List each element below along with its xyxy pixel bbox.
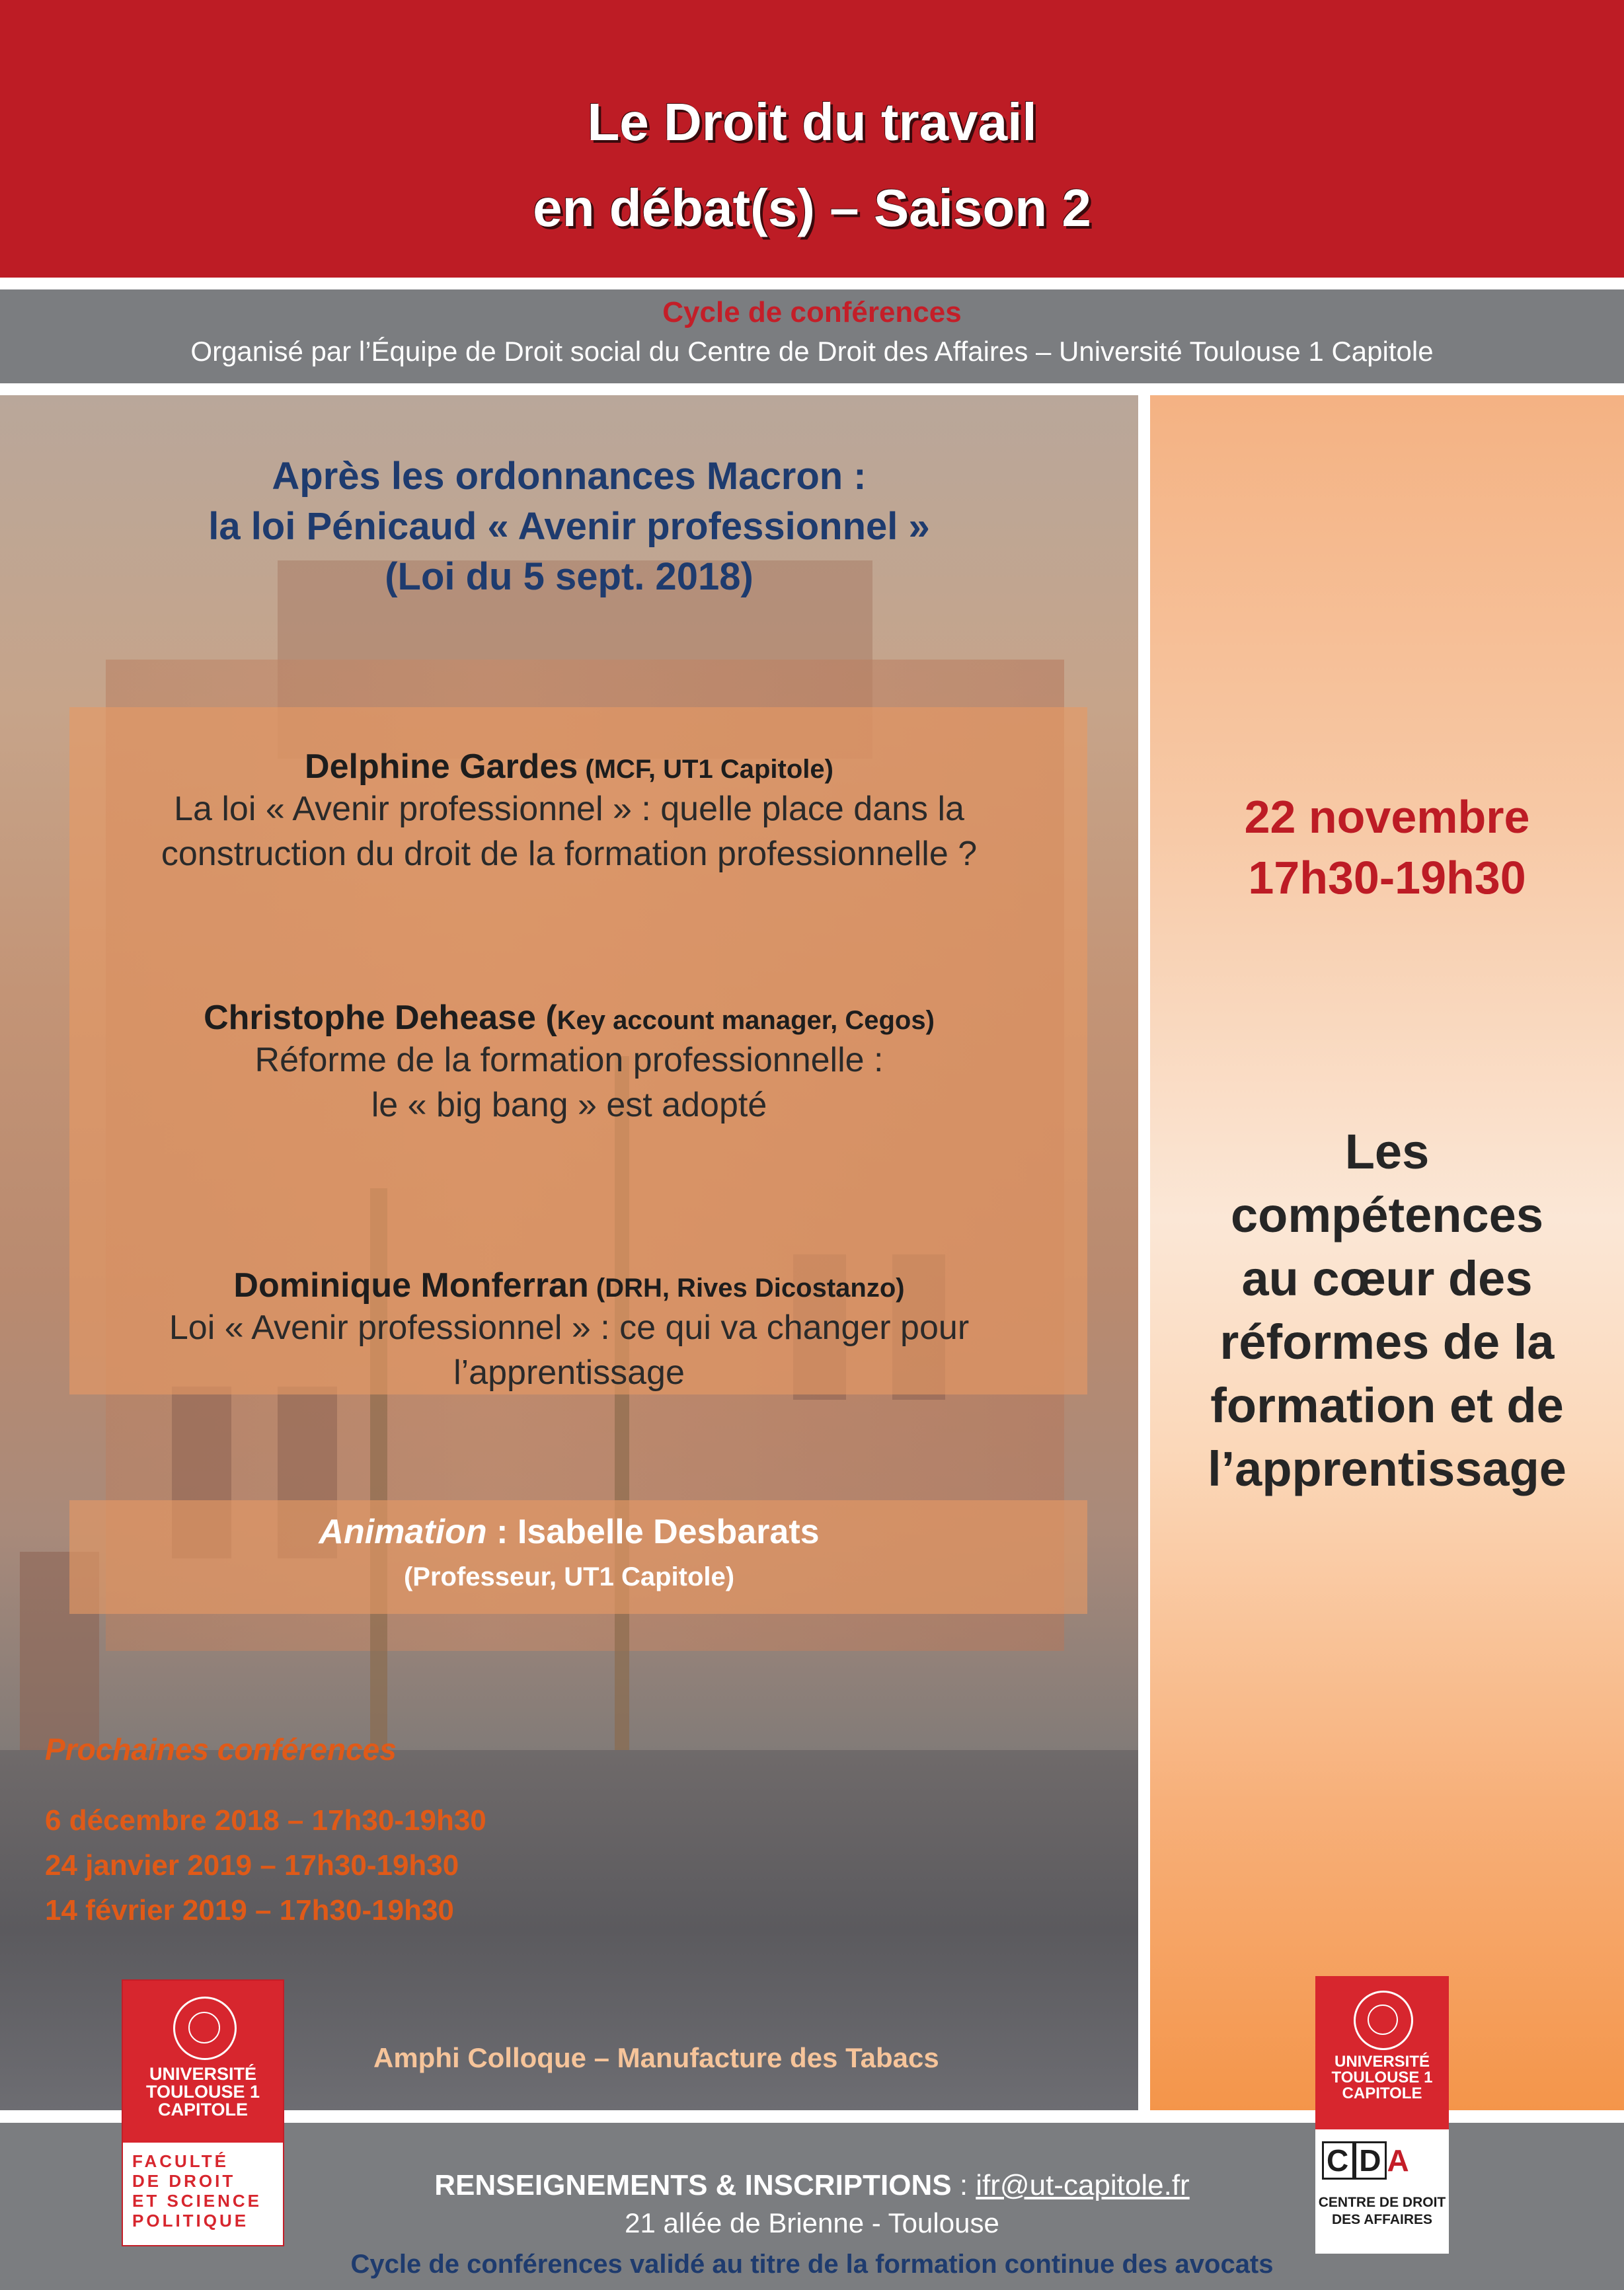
animation-name: Isabelle Desbarats [517,1513,820,1551]
speaker-3-affiliation: (DRH, Rives Dicostanzo) [588,1274,905,1303]
conference-subtitle [0,451,1138,602]
event-time: 17h30-19h30 [1248,852,1526,903]
ut1-logo-faculty-line: FACULTÉ [132,2151,229,2171]
cycle-label: Cycle de conférences [662,296,962,328]
speaker-3-talk-line: l’apprentissage [453,1354,685,1392]
theme-line: Les [1344,1124,1430,1179]
venue-text: Amphi Colloque – Manufacture des Tabacs [373,2042,939,2073]
speaker-2-talk-line: le « big bang » est adopté [371,1086,767,1124]
theme-line: formation et de [1210,1378,1564,1433]
cda-logo-center-name [1315,2194,1449,2229]
speaker-2-name [0,998,1138,1038]
speaker-1-talk-line: construction du droit de la formation professionnelle ? [161,835,978,873]
cda-logo-name-line: CAPITOLE [1342,2084,1422,2102]
validation-text: Cycle de conférences validé au titre de la formation continue des avocats [350,2250,1274,2279]
speaker-3-name [0,1266,1138,1305]
address-text: 21 allée de Brienne - Toulouse [625,2207,999,2238]
event-date [1150,786,1624,908]
speaker-3-fullname: Dominique Monferran [233,1266,589,1305]
theme-line: au cœur des [1241,1251,1533,1306]
speaker-3-talk [0,1305,1138,1395]
subtitle-line-3: (Loi du 5 sept. 2018) [385,555,754,598]
speaker-3-talk-line: Loi « Avenir professionnel » : ce qui va changer pour [169,1309,970,1347]
speaker-2-fullname: Christophe Dehease ( [204,999,557,1037]
poster-title [0,79,1624,251]
cda-logo-center-line: CENTRE DE DROIT [1318,2195,1446,2210]
speaker-1-affiliation: (MCF, UT1 Capitole) [578,755,833,784]
subtitle-line-1: Après les ordonnances Macron : [272,455,867,498]
university-seal-icon [173,1997,237,2060]
cda-logo-university [1315,2054,1449,2102]
theme-line: l’apprentissage [1208,1441,1566,1496]
theme-text [1150,1120,1624,1501]
cda-logo [1315,1976,1449,2254]
animation-line [0,1512,1138,1552]
cda-logo-name-line: TOULOUSE 1 [1331,2069,1433,2086]
cda-mark [1322,2143,1442,2184]
cda-mark-a: A [1387,2143,1411,2178]
next-date-2: 24 janvier 2019 – 17h30-19h30 [45,1849,459,1882]
speaker-2-affiliation: Key account manager, Cegos) [557,1006,935,1035]
info-label: RENSEIGNEMENTS & INSCRIPTIONS [434,2169,952,2201]
cda-logo-name-line: UNIVERSITÉ [1334,2053,1430,2071]
speaker-1-name [0,747,1138,786]
speaker-2-talk [0,1038,1138,1127]
event-day: 22 novembre [1244,791,1530,843]
ut1-logo-faculty-line: ET SCIENCE [132,2191,262,2211]
cda-mark-c: C [1322,2141,1354,2180]
ut1-logo-name [123,2065,283,2119]
email-link[interactable]: ifr@ut-capitole.fr [976,2169,1190,2201]
university-seal-icon [1354,1991,1413,2050]
next-date-3: 14 février 2019 – 17h30-19h30 [45,1894,454,1927]
next-conferences-title: Prochaines conférences [45,1732,397,1767]
animation-label: Animation [319,1513,487,1551]
ut1-logo-name-line: CAPITOLE [157,2100,248,2119]
cda-mark-d: D [1354,2141,1387,2180]
next-date-1: 6 décembre 2018 – 17h30-19h30 [45,1804,486,1837]
info-separator: : [951,2169,976,2201]
title-line-1: Le Droit du travail [587,93,1037,151]
speaker-2-talk-line: Réforme de la formation professionnelle : [254,1041,884,1079]
theme-line: réformes de la [1219,1315,1555,1369]
organizer-text: Organisé par l’Équipe de Droit social du Centre de Droit des Affaires – Université Toulouse 1 Capitole [190,336,1434,367]
animation-separator: : [486,1513,518,1551]
cda-logo-center-line: DES AFFAIRES [1331,2212,1433,2227]
ut1-logo-name-line: TOULOUSE 1 [145,2082,260,2102]
speaker-1-talk [0,786,1138,876]
subtitle-line-2: la loi Pénicaud « Avenir professionnel » [208,505,930,548]
ut1-logo-faculty [132,2151,278,2231]
title-line-2: en débat(s) – Saison 2 [533,178,1091,237]
ut1-logo-faculty-line: POLITIQUE [132,2211,249,2231]
ut1-logo-name-line: UNIVERSITÉ [149,2064,257,2084]
animation-role: (Professeur, UT1 Capitole) [403,1562,735,1591]
ut1-logo-faculty-line: DE DROIT [132,2171,236,2191]
ut1-faculty-logo [122,1979,284,2246]
theme-line: compétences [1231,1188,1543,1242]
speaker-1-fullname: Delphine Gardes [305,747,578,786]
speaker-1-talk-line: La loi « Avenir professionnel » : quelle place dans la [174,790,964,828]
